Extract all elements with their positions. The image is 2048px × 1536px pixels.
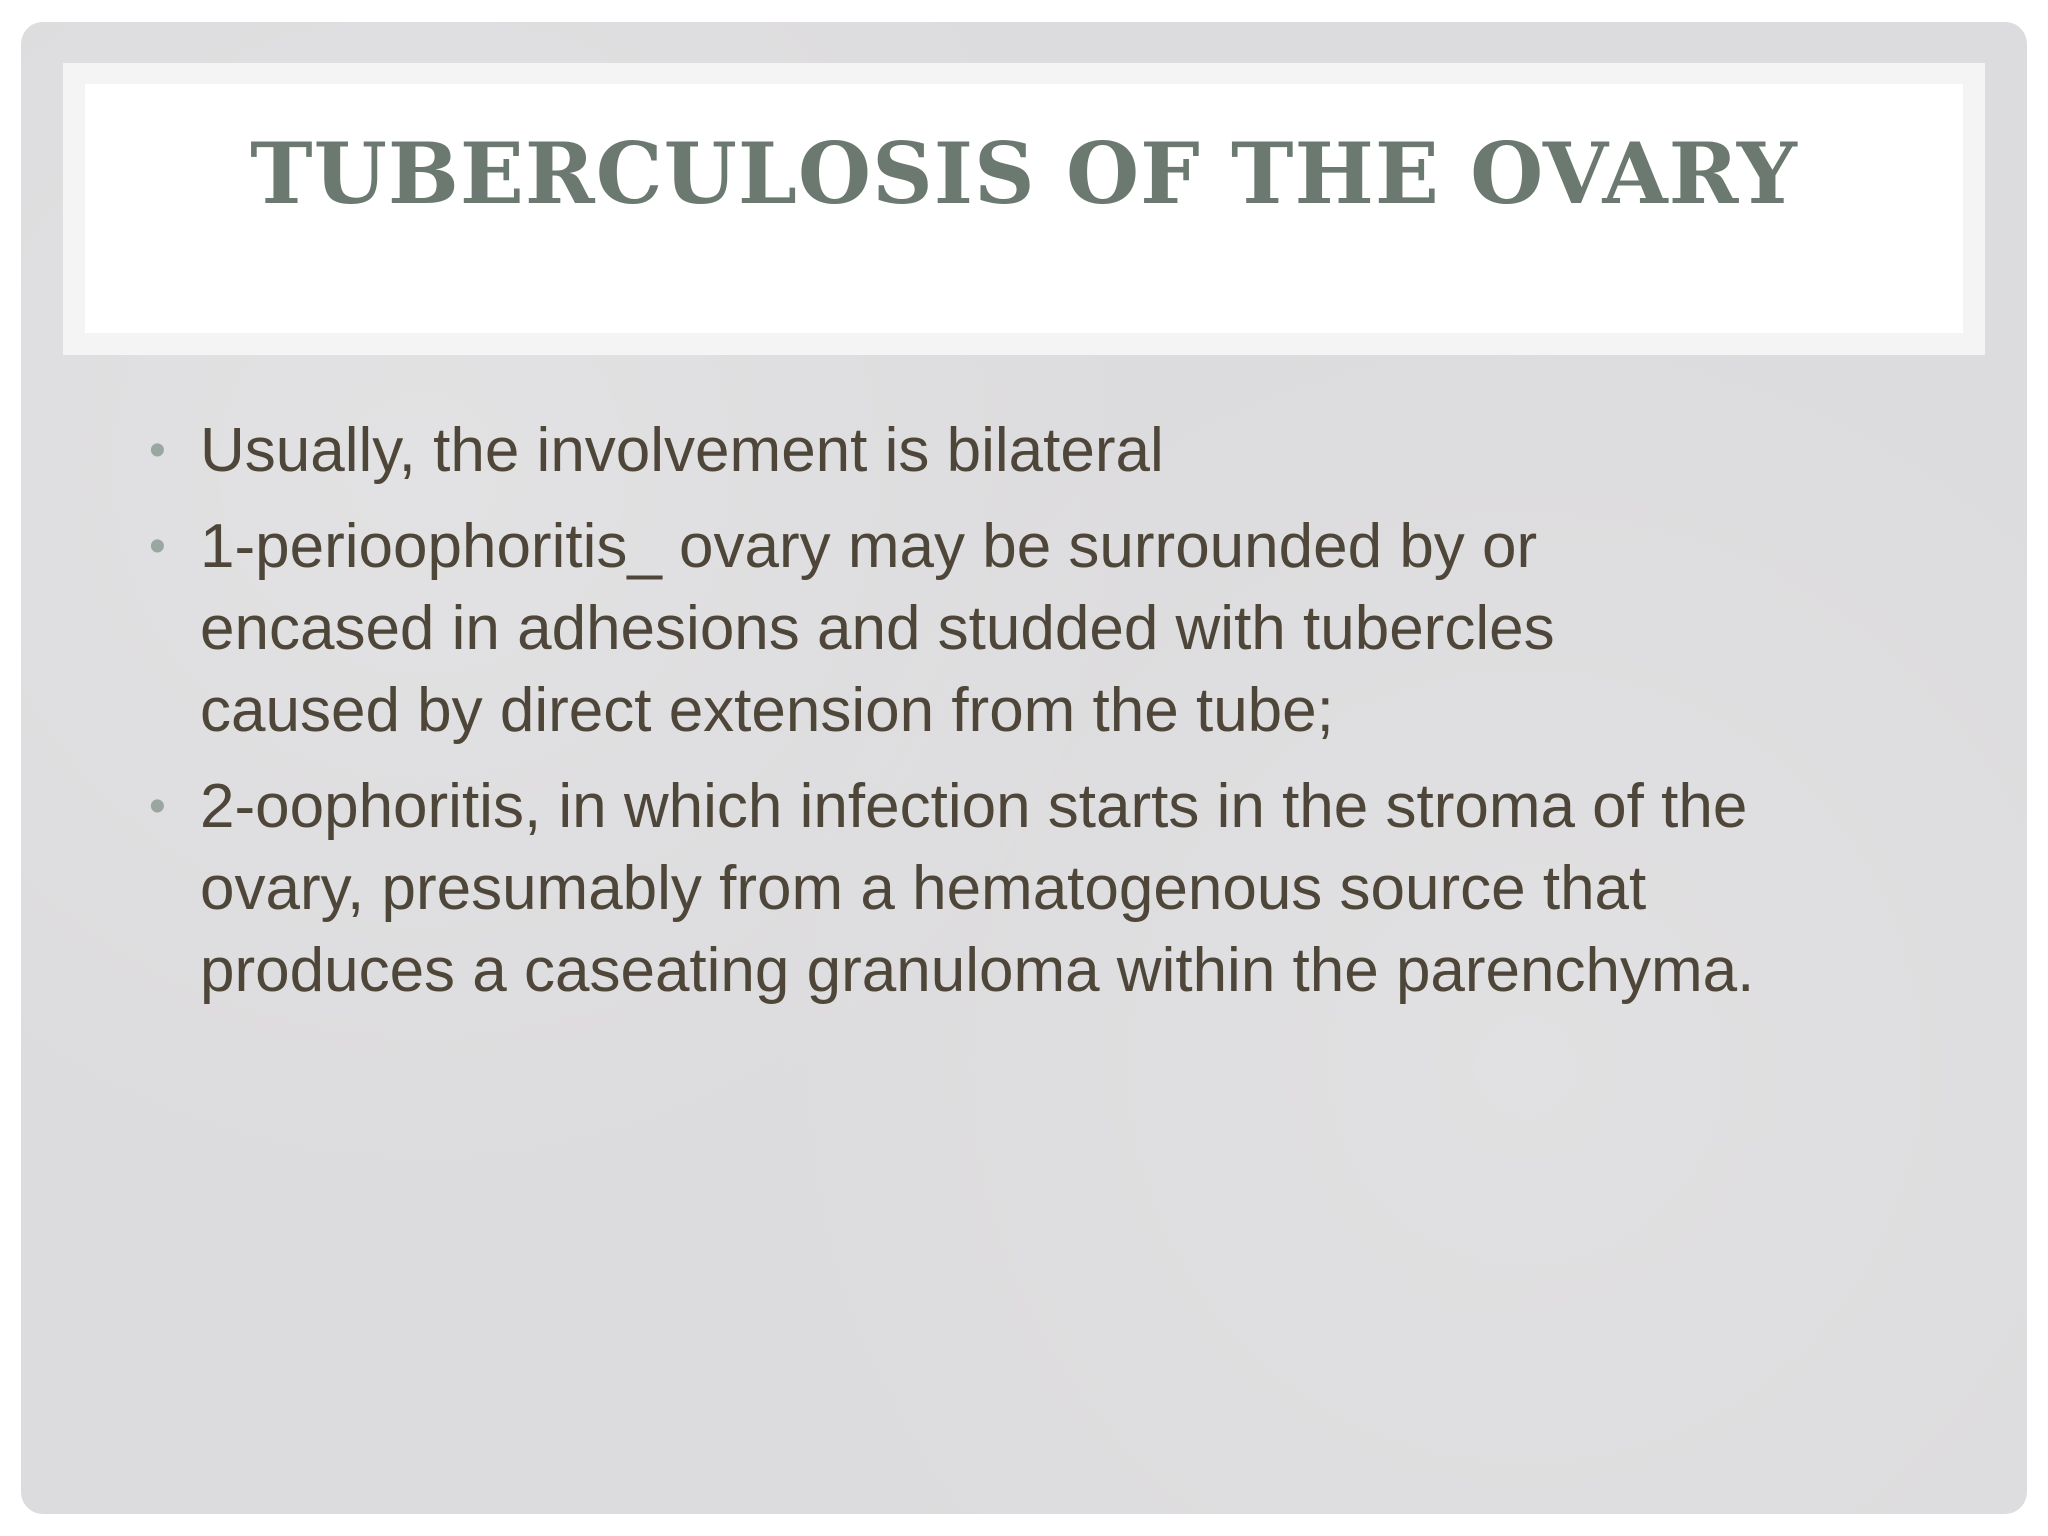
bullet-dot-icon: • <box>149 520 166 573</box>
bullet-2-line-1: 1-perioophoritis_ ovary may be surrounded by or <box>200 512 1538 581</box>
bullet-3-line-2: ovary, presumably from a hematogenous source that <box>200 854 1647 923</box>
bullet-3-line-1: 2-oophoritis, in which infection starts in the stroma of the <box>200 772 1748 841</box>
bullet-3-line-3: produces a caseating granuloma within the parenchyma. <box>200 936 1755 1005</box>
bullet-2-line-2: encased in adhesions and studded with tubercles <box>200 594 1555 663</box>
bullet-dot-icon: • <box>149 780 166 833</box>
title-frame <box>63 63 1985 355</box>
title-box <box>85 84 1963 333</box>
slide <box>21 22 2027 1514</box>
bullet-item-1 <box>143 410 1943 492</box>
slide-title: TUBERCULOSIS OF THE OVARY <box>250 124 1798 223</box>
bullet-item-3 <box>143 766 1943 1012</box>
bullet-2-line-3: caused by direct extension from the tube; <box>200 676 1334 745</box>
bullet-dot-icon: • <box>149 424 166 477</box>
bullet-item-2 <box>143 506 1943 752</box>
bullet-list <box>143 410 1943 1026</box>
bullet-1-line-1: Usually, the involvement is bilateral <box>200 416 1164 485</box>
